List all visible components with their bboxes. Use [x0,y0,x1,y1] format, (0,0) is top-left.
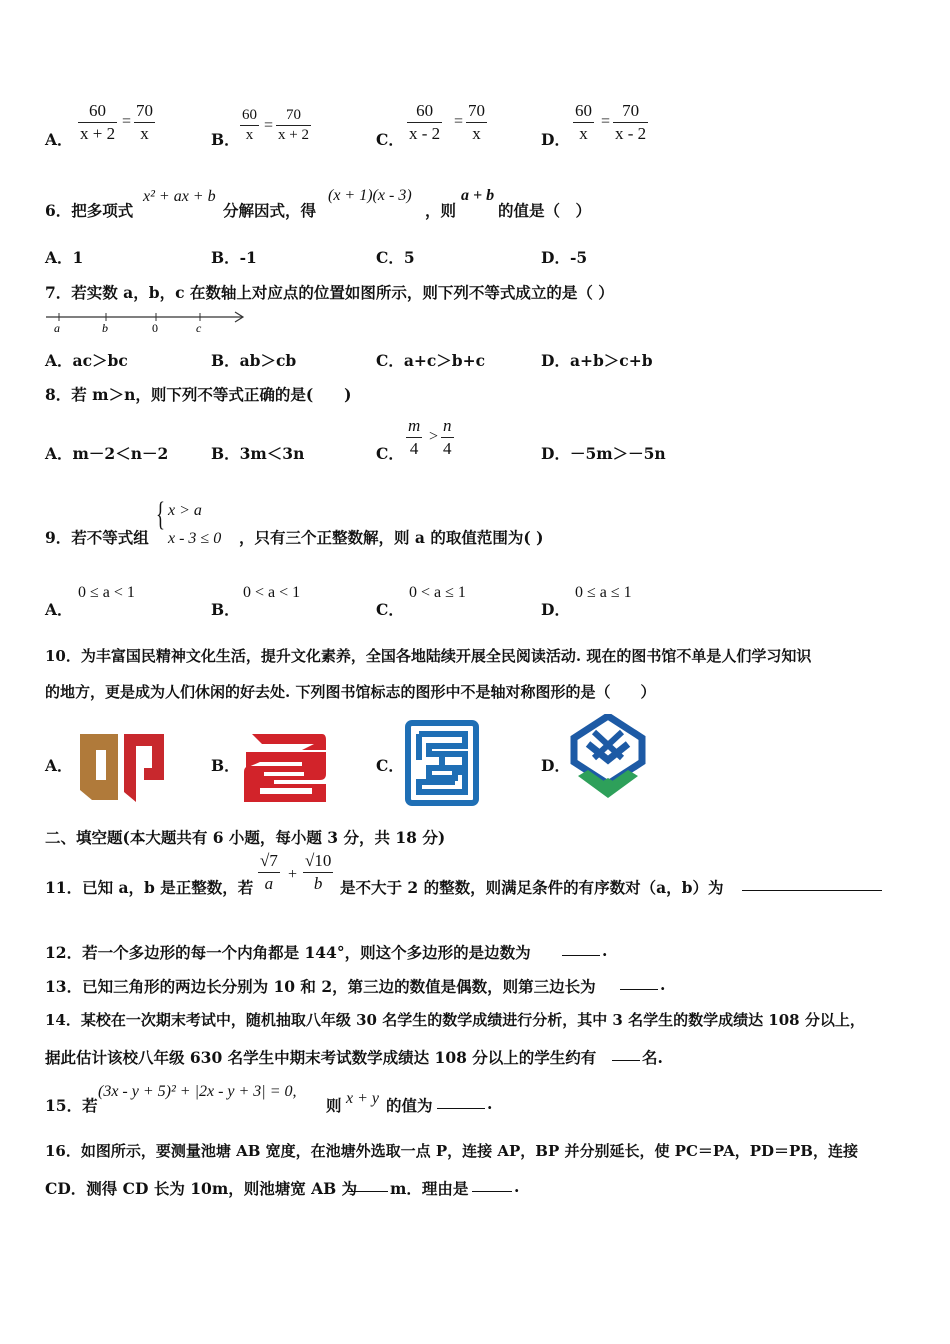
q5-b-frac1: 60 x [242,107,257,143]
q16-line2b: m．理由是 [390,1179,469,1198]
q10-option-d-letter[interactable]: D． [541,756,570,775]
q6-option-d[interactable]: D．-5 [541,248,588,267]
q9-option-d-expr: 0 ≤ a ≤ 1 [575,584,632,601]
equals: = [454,113,464,130]
period: . [487,1094,493,1113]
q9-option-b-expr: 0 < a < 1 [243,584,301,601]
q8-c-frac2: n 4 [443,416,452,458]
q5-d-frac2: 70 x - 2 [615,101,647,143]
q12-text: 12．若一个多边形的每一个内角都是 144°，则这个多边形的是边数为 [45,943,531,962]
q7-option-d[interactable]: D．a+b＞c+b [541,351,653,370]
q10-option-c-letter[interactable]: C． [376,756,404,775]
q6-suffix: 的值是（ ） [498,201,592,220]
q7-option-a[interactable]: A．ac＞bc [45,351,128,370]
q12-answer-blank[interactable] [562,941,600,956]
q11-frac2: √10 b [305,851,332,893]
period: . [514,1177,520,1196]
q15-suffix: 的值为 [386,1096,433,1115]
q9-option-a-letter[interactable]: A． [45,600,73,619]
q15-answer-blank[interactable] [437,1094,485,1109]
equals: = [122,113,132,130]
q5-option-a-letter[interactable]: A． [45,130,73,149]
number-line-diagram [42,308,252,338]
q11-frac1: √7 a [260,851,278,893]
q11-prefix: 11．已知 a，b 是正整数，若 [45,878,254,897]
q5-option-b-letter[interactable]: B． [211,130,240,149]
q5-option-c-letter[interactable]: C． [376,130,404,149]
q9-prefix: 9．若不等式组 [45,528,149,547]
q14-line2-end: 名. [642,1048,663,1067]
q6-mid: 分解因式，得 [223,201,317,220]
library-logo-a-icon [78,730,168,804]
q5-a-frac1: 60 x + 2 [80,101,116,143]
period: . [660,975,666,994]
q6-poly: x² + ax + b [143,188,216,205]
q8-option-b[interactable]: B．3m＜3n [211,444,305,463]
equals: = [264,117,274,134]
q16-ab-blank[interactable] [348,1177,388,1192]
q7-text: 7．若实数 a，b，c 在数轴上对应点的位置如图所示，则下列不等式成立的是（ ） [45,283,614,302]
q9-suffix: ，只有三个正整数解，则 a 的取值范围为( ) [239,528,544,547]
q8-text: 8．若 m＞n，则下列不等式正确的是( ) [45,385,352,404]
logo-a-right [124,734,164,802]
q7-option-c[interactable]: C．a+c＞b+c [376,351,486,370]
q6-option-a[interactable]: A．1 [45,248,84,267]
q6-expr: a + b [461,187,495,204]
q6-then: ，则 [425,201,457,220]
axis-label-b: b [102,321,108,335]
q16-line1: 16．如图所示，要测量池塘 AB 宽度，在池塘外选取一点 P，连接 AP，BP 并分别延长，使 PC＝PA，PD＝PB，连接 [45,1142,858,1160]
axis-label-c: c [196,321,202,335]
q9-line1: x > a [168,502,202,519]
q9-option-b-letter[interactable]: B． [211,600,240,619]
q9-option-a-expr: 0 ≤ a < 1 [78,584,135,601]
q8-option-c-letter[interactable]: C． [376,444,404,463]
q15-expr: (3x - y + 5)² + |2x - y + 3| = 0, [98,1083,297,1100]
q14-line1: 14．某校在一次期末考试中，随机抽取八年级 30 名学生的数学成绩进行分析，其中 3 名学生的数学成绩达 108 分以上， [45,1011,865,1029]
q16-line2a: CD．测得 CD 长为 10m，则池塘宽 AB 为 [45,1179,358,1198]
q11-suffix: 是不大于 2 的整数，则满足条件的有序数对（a，b）为 [340,878,724,897]
axis-label-0: 0 [152,321,158,335]
library-logo-c-icon [405,720,479,806]
section-2-heading: 二、填空题(本大题共有 6 小题，每小题 3 分，共 18 分) [45,828,446,847]
q7-option-b[interactable]: B．ab＞cb [211,351,297,370]
q10-option-b-letter[interactable]: B． [211,756,240,775]
q10-option-a-letter[interactable]: A． [45,756,73,775]
q9-line2: x - 3 ≤ 0 [168,530,222,547]
q14-line2: 据此估计该校八年级 630 名学生中期末考试数学成绩达 108 分以上的学生约有 [45,1048,597,1067]
q5-a-frac2: 70 x [136,101,153,143]
q5-d-frac1: 60 x [575,101,592,143]
q13-text: 13．已知三角形的两边长分别为 10 和 2，第三边的数值是偶数，则第三边长为 [45,977,596,996]
q6-option-c[interactable]: C．5 [376,248,415,267]
plus-sign: + [288,866,298,883]
q15-prefix: 15．若 [45,1096,98,1115]
q16-reason-blank[interactable] [472,1177,512,1192]
axis-label-a: a [54,321,60,335]
q5-c-frac1: 60 x - 2 [409,101,441,143]
q11-answer-blank[interactable] [742,876,882,891]
q14-answer-blank[interactable] [612,1046,640,1061]
q6-factored: (x + 1)(x - 3) [328,187,412,204]
q8-c-frac1: m 4 [408,416,421,458]
q9-option-c-expr: 0 < a ≤ 1 [409,584,466,601]
q5-c-frac2: 70 x [468,101,485,143]
q9-option-c-letter[interactable]: C． [376,600,404,619]
greater-than: > [429,428,439,445]
q6-option-b[interactable]: B．-1 [211,248,257,267]
q15-mid: 则 [326,1096,342,1115]
q9-option-d-letter[interactable]: D． [541,600,570,619]
brace-icon: { [156,496,165,533]
q5-b-frac2: 70 x + 2 [278,107,309,143]
q15-xy: x + y [346,1090,379,1107]
library-logo-b-icon [240,732,330,804]
q8-option-d[interactable]: D．－5m＞－5n [541,444,666,463]
library-logo-d-icon [570,714,646,804]
q13-answer-blank[interactable] [620,975,658,990]
q5-option-d-letter[interactable]: D． [541,130,570,149]
equals: = [601,113,611,130]
q10-line2: 的地方，更是成为人们休闲的好去处. 下列图书馆标志的图形中不是轴对称图形的是（ ） [45,683,656,701]
q6-prefix: 6．把多项式 [45,201,134,220]
q10-line1: 10．为丰富国民精神文化生活，提升文化素养，全国各地陆续开展全民阅读活动. 现在的图书馆不单是人们学习知识 [45,647,812,665]
q8-option-a[interactable]: A．m－2＜n－2 [45,444,169,463]
period: . [602,941,608,960]
